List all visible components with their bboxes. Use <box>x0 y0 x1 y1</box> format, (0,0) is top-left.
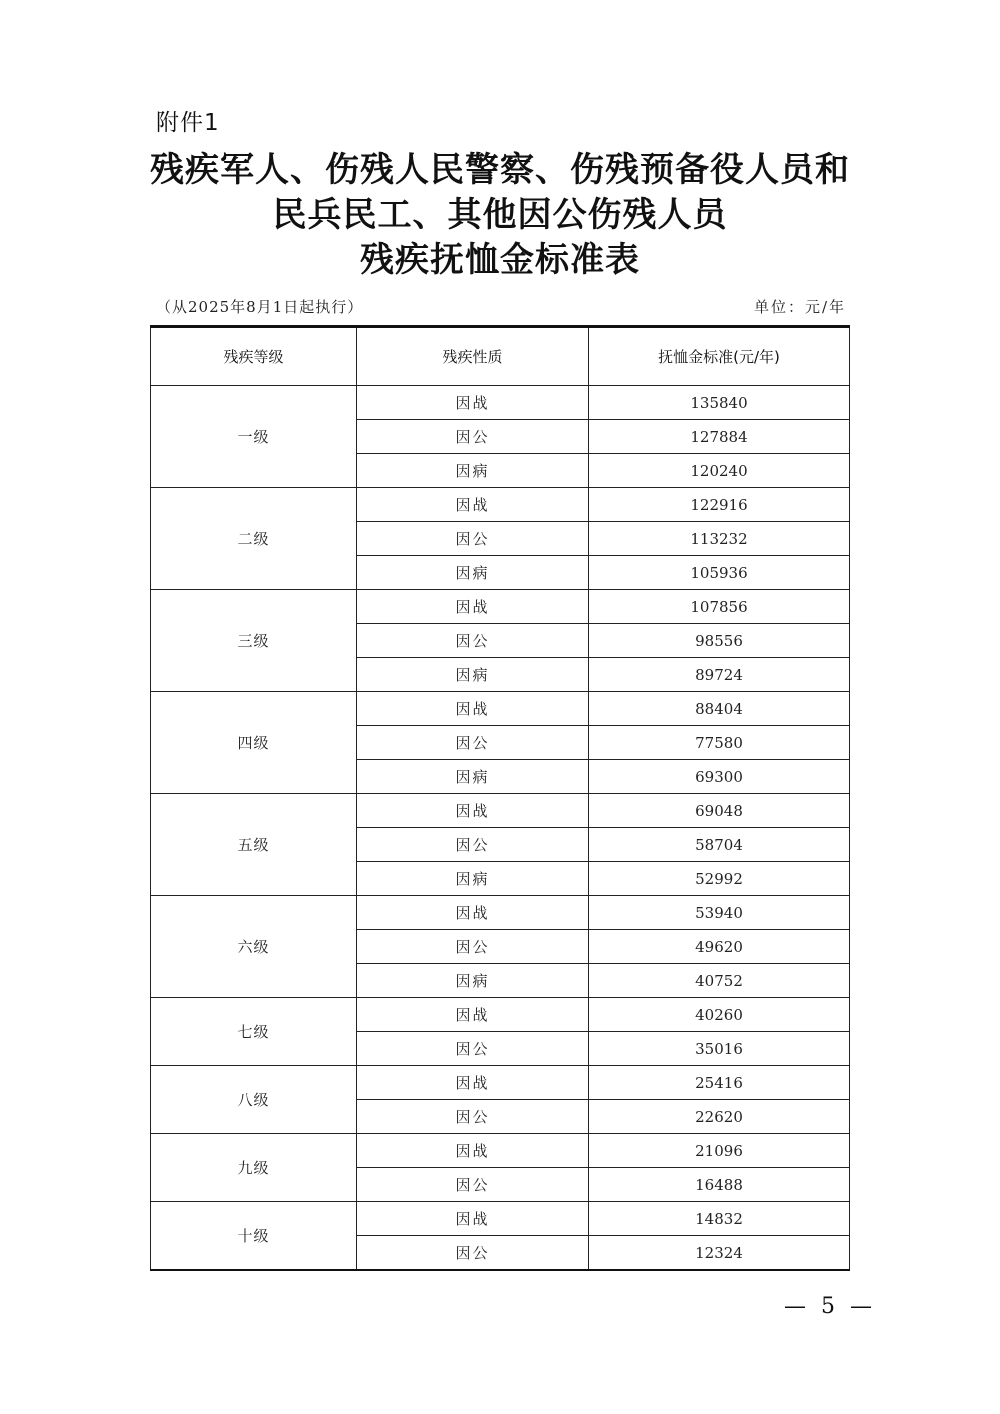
grade-cell: 五级 <box>151 794 357 896</box>
nature-cell: 因病 <box>357 760 589 794</box>
header-nature: 残疾性质 <box>357 327 589 386</box>
nature-cell: 因公 <box>357 930 589 964</box>
table-row <box>151 1134 850 1168</box>
amount-cell: 127884 <box>589 420 850 454</box>
page-number: — 5 — <box>784 1294 876 1319</box>
title-line-1: 残疾军人、伤残人民警察、伤残预备役人员和 <box>150 150 850 190</box>
nature-cell: 因战 <box>357 896 589 930</box>
amount-cell: 40752 <box>589 964 850 998</box>
amount-cell: 49620 <box>589 930 850 964</box>
amount-cell: 21096 <box>589 1134 850 1168</box>
amount-cell: 53940 <box>589 896 850 930</box>
nature-cell: 因战 <box>357 1202 589 1236</box>
grade-cell: 八级 <box>151 1066 357 1134</box>
amount-cell: 89724 <box>589 658 850 692</box>
table-row <box>151 1202 850 1236</box>
grade-cell: 七级 <box>151 998 357 1066</box>
grade-cell: 三级 <box>151 590 357 692</box>
nature-cell: 因公 <box>357 726 589 760</box>
amount-cell: 52992 <box>589 862 850 896</box>
nature-cell: 因病 <box>357 862 589 896</box>
amount-cell: 98556 <box>589 624 850 658</box>
amount-cell: 69048 <box>589 794 850 828</box>
nature-cell: 因公 <box>357 1032 589 1066</box>
grade-cell: 一级 <box>151 386 357 488</box>
amount-cell: 113232 <box>589 522 850 556</box>
pension-standard-table <box>150 325 850 1271</box>
amount-cell: 14832 <box>589 1202 850 1236</box>
nature-cell: 因病 <box>357 556 589 590</box>
table-row <box>151 794 850 828</box>
nature-cell: 因战 <box>357 794 589 828</box>
nature-cell: 因战 <box>357 998 589 1032</box>
table-row <box>151 1066 850 1100</box>
nature-cell: 因病 <box>357 454 589 488</box>
amount-cell: 122916 <box>589 488 850 522</box>
attachment-label: 附件1 <box>156 110 220 136</box>
table-row <box>151 386 850 420</box>
nature-cell: 因病 <box>357 964 589 998</box>
header-grade: 残疾等级 <box>151 327 357 386</box>
nature-cell: 因公 <box>357 1168 589 1202</box>
amount-cell: 120240 <box>589 454 850 488</box>
grade-cell: 二级 <box>151 488 357 590</box>
nature-cell: 因战 <box>357 386 589 420</box>
amount-cell: 88404 <box>589 692 850 726</box>
nature-cell: 因战 <box>357 692 589 726</box>
amount-cell: 105936 <box>589 556 850 590</box>
nature-cell: 因战 <box>357 488 589 522</box>
table-row <box>151 692 850 726</box>
amount-cell: 12324 <box>589 1236 850 1271</box>
amount-cell: 135840 <box>589 386 850 420</box>
nature-cell: 因战 <box>357 1134 589 1168</box>
unit-note: 单位：元/年 <box>753 298 846 316</box>
amount-cell: 107856 <box>589 590 850 624</box>
grade-cell: 六级 <box>151 896 357 998</box>
grade-cell: 四级 <box>151 692 357 794</box>
amount-cell: 22620 <box>589 1100 850 1134</box>
amount-cell: 16488 <box>589 1168 850 1202</box>
document-title <box>0 148 1000 283</box>
title-line-2: 民兵民工、其他因公伤残人员 <box>272 195 728 235</box>
nature-cell: 因公 <box>357 1236 589 1271</box>
nature-cell: 因战 <box>357 1066 589 1100</box>
amount-cell: 25416 <box>589 1066 850 1100</box>
amount-cell: 35016 <box>589 1032 850 1066</box>
header-amount: 抚恤金标准(元/年) <box>589 327 850 386</box>
amount-cell: 40260 <box>589 998 850 1032</box>
grade-cell: 九级 <box>151 1134 357 1202</box>
table-row <box>151 488 850 522</box>
table-row <box>151 998 850 1032</box>
nature-cell: 因公 <box>357 828 589 862</box>
nature-cell: 因公 <box>357 420 589 454</box>
nature-cell: 因公 <box>357 522 589 556</box>
title-line-3: 残疾抚恤金标准表 <box>360 240 640 280</box>
amount-cell: 77580 <box>589 726 850 760</box>
nature-cell: 因战 <box>357 590 589 624</box>
effective-date-note: （从2025年8月1日起执行） <box>156 298 364 316</box>
table-row <box>151 896 850 930</box>
nature-cell: 因公 <box>357 1100 589 1134</box>
table-header-row <box>151 327 850 386</box>
nature-cell: 因病 <box>357 658 589 692</box>
grade-cell: 十级 <box>151 1202 357 1271</box>
nature-cell: 因公 <box>357 624 589 658</box>
table-row <box>151 590 850 624</box>
amount-cell: 69300 <box>589 760 850 794</box>
amount-cell: 58704 <box>589 828 850 862</box>
